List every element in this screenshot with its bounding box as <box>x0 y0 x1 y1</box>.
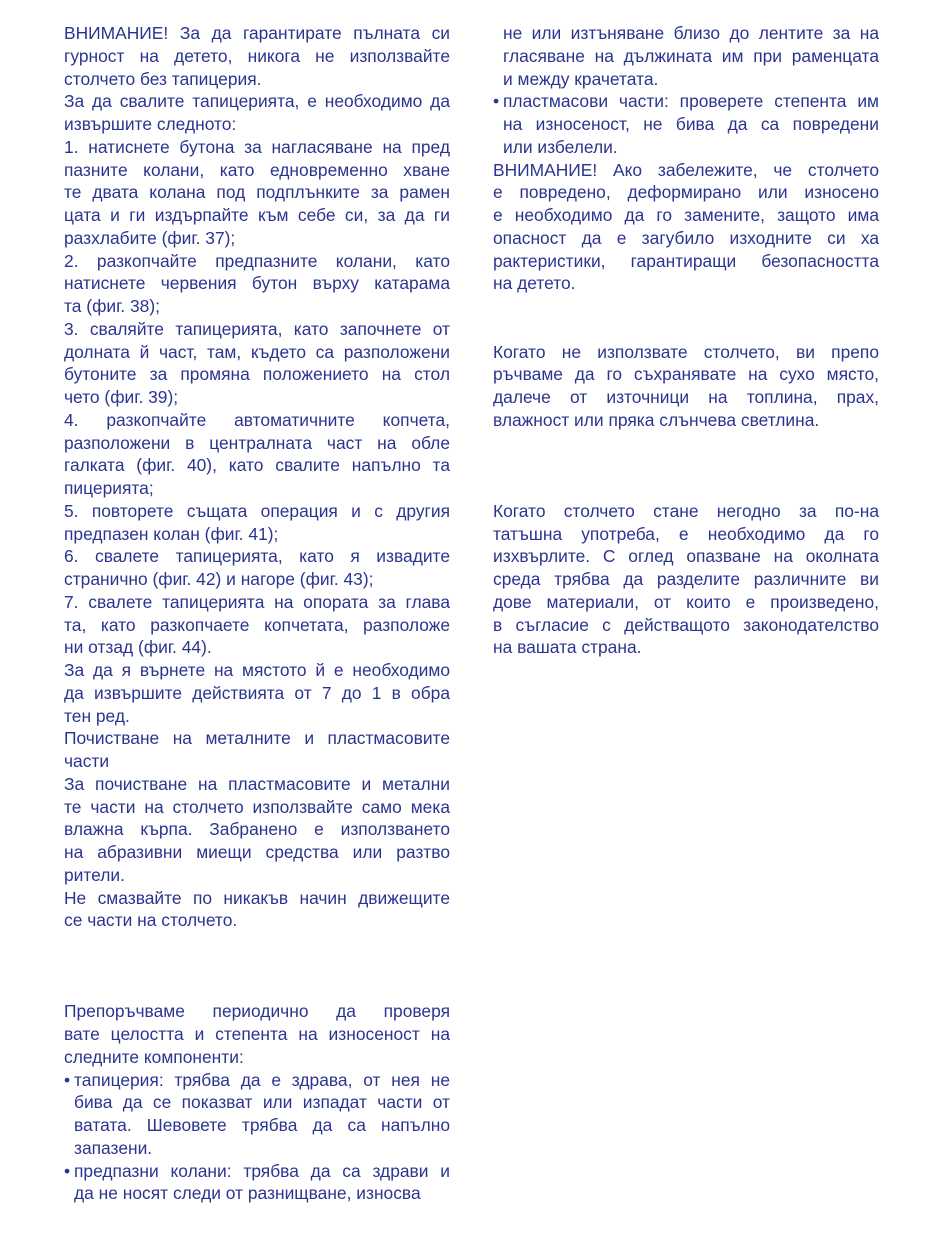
section-gap <box>493 432 879 500</box>
text-line: рактеристики, гарантиращи безопасността <box>493 250 879 271</box>
paragraph <box>64 1000 450 1068</box>
text-line: пицерията; <box>64 478 154 498</box>
text-line: ватата. Шевовете трябва да са напълно <box>74 1115 450 1135</box>
text-line: ВНИМАНИЕ! За да гарантирате пълната си <box>64 23 450 43</box>
text-line: 2. разкопчайте предпазните колани, като <box>64 250 450 271</box>
text-line: 4. разкопчайте автоматичните копчета, <box>64 409 450 430</box>
text-line: се части на столчето. <box>64 910 238 931</box>
text-line: та (фиг. 38); <box>64 296 160 316</box>
text-line: или избелели. <box>503 136 618 157</box>
bullet-item <box>64 1069 450 1160</box>
paragraph <box>64 887 450 933</box>
bullet-marker: • <box>493 91 500 112</box>
text-line: За да я върнете на мястото й е необходимо <box>64 660 450 680</box>
paragraph <box>64 250 450 318</box>
paragraph <box>64 659 450 727</box>
text-line: запазени. <box>74 1137 153 1158</box>
paragraph <box>64 409 450 500</box>
right-column <box>493 22 879 659</box>
text-line: столчето без тапицерия. <box>64 68 262 89</box>
text-line: е необходимо да го замените, защото има <box>493 205 879 225</box>
text-line: та, като разкопчаете копчетата, разположе <box>64 614 450 635</box>
text-line: разхлабите (фиг. 37); <box>64 227 236 248</box>
bullet-item <box>64 1160 450 1206</box>
paragraph <box>64 500 450 546</box>
text-line: на абразивни миещи средства или разтво <box>64 842 450 862</box>
text-line: Почистване на металните и пластмасовите <box>64 728 450 749</box>
text-line: странично (фиг. 42) и нагоре (фиг. 43); <box>64 569 374 589</box>
paragraph <box>64 90 450 136</box>
text-line: • пластмасови части: проверете степента им <box>493 91 879 112</box>
paragraph <box>64 727 450 773</box>
paragraph <box>64 22 450 90</box>
left-column <box>64 22 450 1205</box>
text-line: не или изтъняване близо до лентите за на <box>503 23 879 43</box>
text-line: рители. <box>64 864 125 885</box>
paragraph <box>64 136 450 250</box>
text-line: чето (фиг. 39); <box>64 387 179 407</box>
paragraph <box>493 159 879 296</box>
bullet-marker: • <box>64 1160 71 1181</box>
text-line: цата и ги издърпайте към себе си, за да ги <box>64 205 450 225</box>
text-line: 5. повторете същата операция и с другия <box>64 500 450 521</box>
section-gap <box>493 295 879 341</box>
text-line: опасност да е загубило изходните си ха <box>493 227 879 248</box>
text-line: извършите следното: <box>64 114 237 134</box>
text-line: пазните колани, като едновременно хване <box>64 159 450 180</box>
text-line: 7. свалете тапицерията на опората за глава <box>64 591 450 612</box>
text-line: разположени в централната част на обле <box>64 432 450 453</box>
text-line: ръчваме да го съхранявате на сухо място, <box>493 364 879 385</box>
text-line: части <box>64 751 110 771</box>
text-line: 1. натиснете бутона за нагласяване на пред <box>64 136 450 157</box>
text-line: За почистване на пластмасовите и метални <box>64 773 450 794</box>
text-line: Препоръчваме периодично да проверя <box>64 1001 450 1022</box>
paragraph <box>493 500 879 659</box>
text-line: и между крачетата. <box>503 68 659 89</box>
text-line: • предпазни колани: трябва да са здрави и <box>64 1160 450 1181</box>
text-line: предпазен колан (фиг. 41); <box>64 523 279 544</box>
text-line: на детето. <box>493 273 576 294</box>
text-line: на вашата страна. <box>493 637 642 658</box>
text-line: татъшна употреба, е необходимо да го <box>493 523 879 544</box>
text-line: среда трябва да разделите различните ви <box>493 569 879 589</box>
bullet-marker: • <box>64 1069 71 1090</box>
paragraph <box>64 318 450 409</box>
paragraph <box>64 545 450 591</box>
text-line: тен ред. <box>64 705 130 726</box>
paragraph <box>493 341 879 432</box>
text-line: За да свалите тапицерията, е необходимо да <box>64 91 450 112</box>
text-line: натиснете червения бутон върху катарама <box>64 273 450 294</box>
text-line: в съгласие с действащото законодателство <box>493 614 879 635</box>
text-line: галката (фиг. 40), като свалите напълно та <box>64 455 450 476</box>
text-line: вате целостта и степента на износеност на <box>64 1024 450 1044</box>
text-line: на износеност, не бива да са повредени <box>503 114 879 134</box>
text-line: те части на столчето използвайте само мека <box>64 796 450 817</box>
text-line: гласяване на дължината им при раменцата <box>503 45 879 66</box>
paragraph <box>493 22 879 90</box>
text-line: 3. сваляйте тапицерията, като започнете от <box>64 318 450 339</box>
text-line: • тапицерия: трябва да е здрава, от нея не <box>64 1069 450 1090</box>
text-line: бутоните за промяна положението на стол <box>64 364 450 385</box>
text-line: 6. свалете тапицерията, като я извадите <box>64 546 450 567</box>
text-line: да не носят следи от разнищване, износва <box>74 1183 421 1204</box>
text-line: те двата колана под подплънките за рамен <box>64 182 450 203</box>
bullet-item <box>493 90 879 158</box>
text-line: е повредено, деформирано или износено <box>493 182 879 203</box>
text-line: ВНИМАНИЕ! Ако забележите, че столчето <box>493 159 879 180</box>
text-line: следните компоненти: <box>64 1046 244 1067</box>
text-line: влажна кърпа. Забранено е използването <box>64 819 450 840</box>
text-line: гурност на детето, никога не използвайте <box>64 45 450 66</box>
paragraph <box>64 591 450 659</box>
text-line: изхвърлите. С оглед опазване на околната <box>493 546 879 567</box>
text-line: да извършите действията от 7 до 1 в обра <box>64 682 450 703</box>
text-line: долната й част, там, където са разположени <box>64 341 450 362</box>
text-line: дове материали, от които е произведено, <box>493 591 879 612</box>
text-line: Не смазвайте по никакъв начин движещите <box>64 887 450 908</box>
text-line: Когато не използвате столчето, ви препо <box>493 341 879 362</box>
text-line: далече от източници на топлина, прах, <box>493 387 879 407</box>
text-line: Когато столчето стане негодно за по-на <box>493 500 879 521</box>
section-gap <box>64 932 450 1000</box>
text-line: бива да се показват или изпадат части от <box>74 1092 450 1113</box>
text-line: ни отзад (фиг. 44). <box>64 637 212 658</box>
paragraph <box>64 773 450 887</box>
text-line: влажност или пряка слънчева светлина. <box>493 409 820 430</box>
